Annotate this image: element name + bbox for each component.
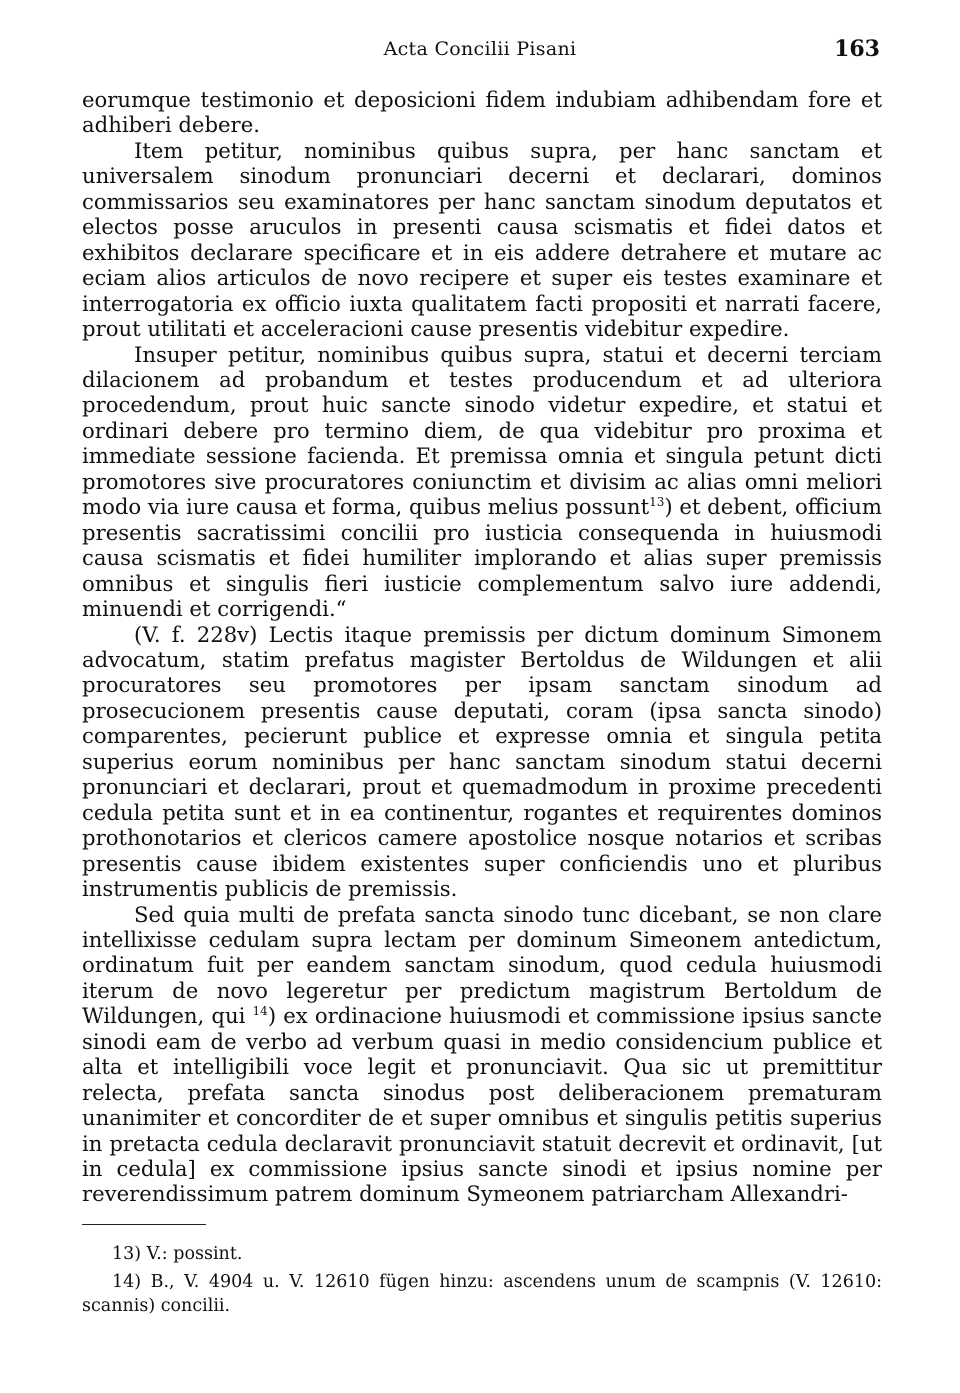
paragraph-5-text-b: ) ex ordinacione huiusmodi et commissione ipsius sancte sinodi eam de verbo ad verbum quasi in medio considencium publice et alta et intelligibili voce legit et pronunciavit. Qua sic ut premittitur relecta, prefata sancta sinodus post deliberacionem prematuram unanimiter et concorditer de et super omnibus et singulis petitis superius in pretacta cedula declaravit pronunciavit statuit decrevit et ordinavit, [ut in cedula] ex commissione ipsius sancte sinodi et ipsius nomine per reverendissimum patrem dominum Symeonem patriarcham Allexandri- [82, 1003, 883, 1207]
footnote-ref-14: 14 [252, 1004, 268, 1019]
paragraph-2 [82, 138, 882, 342]
paragraph-4-text: (V. f. 228v) Lectis itaque premissis per dictum dominum Simonem advocatum, statim prefatus magister Bertoldus de Wildungen et alii procuratores seu promotores per ipsam sanctam sinodum ad prosecucionem presentis cause deputati, coram (ipsa sancta sinodo) comparentes, pecierunt publice et expresse omnia et singula petita superius eorum nominibus per hanc sanctam sinodum statui decerni pronunciari et declarari, prout et quemadmodum in proxime precedenti cedula petita sunt et in ea continentur, rogantes et requirentes dominos prothonotarios et clericos camere apostolice nosque notarios et scribas presentis cause ibidem existentes super conficiendis uno et pluribus instrumentis publicis de premissis. [82, 621, 882, 902]
paragraph-3 [82, 342, 882, 622]
paragraph-4 [82, 622, 882, 902]
body-text [82, 87, 882, 1207]
paragraph-5 [82, 902, 882, 1207]
paragraph-3-text-a: Insuper petitur, nominibus quibus supra, statui et decerni terciam dilacionem ad probandum et testes producendum et ad ulteriora procedendum, prout huic sancte sinodo videtur expedire, et statui et ordinari debere pro termino diem, de qua videbitur pro proxima et immediate sessione facienda. Et premissa omnia et singula petunt dicti promotores sive procuratores coniunctim et divisim ac alias omni meliori modo via iure causa et forma, quibus melius possunt [82, 341, 882, 520]
footnote-ref-13: 13 [649, 495, 665, 510]
footnote-separator [82, 1224, 206, 1225]
paragraph-1 [82, 87, 882, 138]
page-number: 163 [834, 36, 880, 62]
paragraph-5-text-a: Sed quia multi de prefata sancta sinodo tunc dicebant, se non clare intellixisse cedulam supra lectam per dominum Simeonem antedictum, ordinatum fuit per eandem sanctam sinodum, quod cedula huiusmodi iterum de novo legeretur per predictum magistrum Bertoldum de Wildungen, qui [82, 901, 882, 1029]
running-title: Acta Concilii Pisani [383, 38, 577, 60]
paragraph-2-text: Item petitur, nominibus quibus supra, per hanc sanctam et universalem sinodum pronunciari decerni et declarari, dominos commissarios seu examinatores per hanc sanctam sinodum deputatos et electos posse aruculos in presenti causa scismatis et fidei datos et exhibitos declarare specificare et in eis addere detrahere et mutare ac eciam alios articulos de novo recipere et super eis testes examinare et interrogatoria ex officio iuxta qualitatem facti propositi et narrati facere, prout utilitati et acceleracioni cause presentis videbitur expedire. [82, 137, 882, 342]
footnote-13: 13) V.: possint. [112, 1244, 243, 1264]
paragraph-3-text-b: ) et debent, officium presentis sacratissimi concilii pro iusticia consequenda in huiusmodi causa scismatis et fidei humiliter implorando et alias super premissis omnibus et singulis fieri iusticie complementum salvo iure addendi, minuendi et corrigendi.“ [82, 494, 882, 622]
footnotes [82, 1242, 882, 1318]
footnote-14: 14) B., V. 4904 u. V. 12610 fügen hinzu: ascendens unum de scampnis (V. 12610: scannis) concilii. [82, 1272, 882, 1316]
paragraph-1-text: eorumque testimonio et deposicioni fidem indubiam adhibendam fore et adhiberi debere. [82, 87, 882, 138]
